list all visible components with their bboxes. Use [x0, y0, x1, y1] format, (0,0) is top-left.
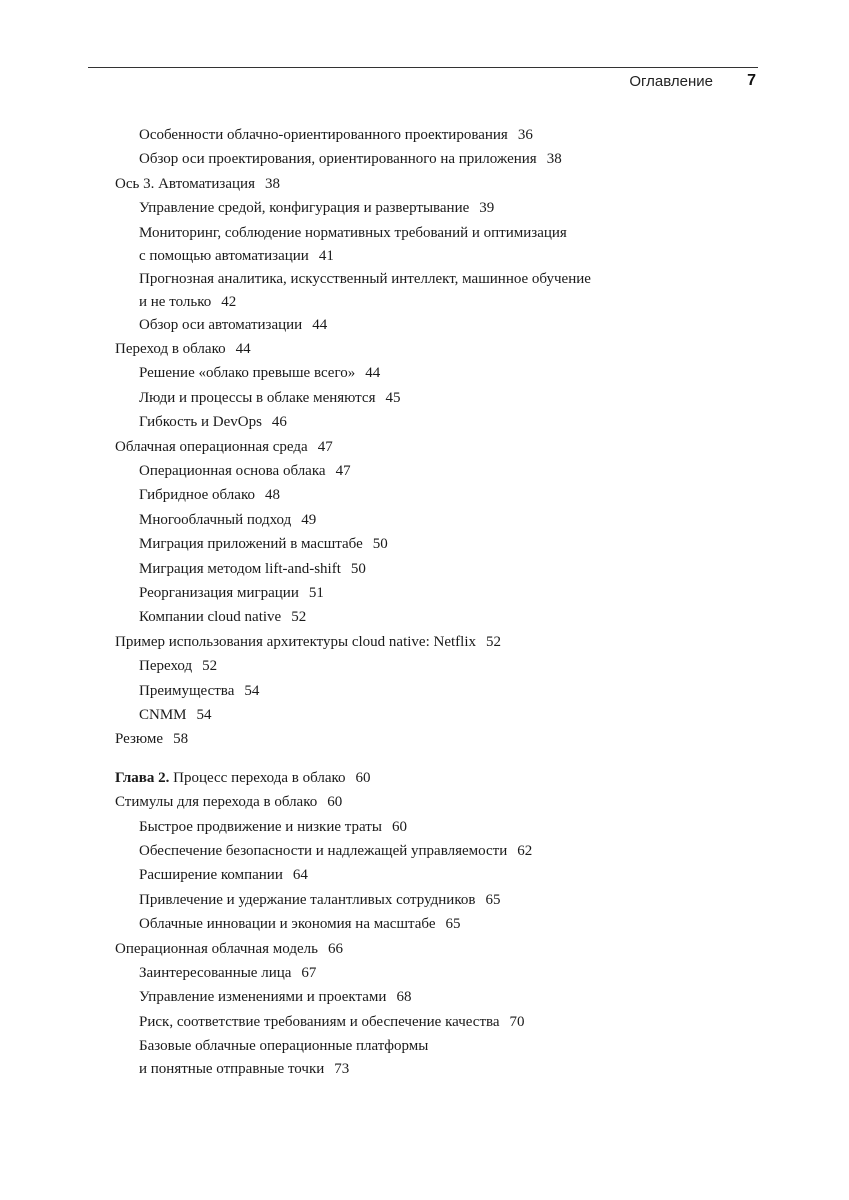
toc-page-number: 36	[517, 127, 533, 143]
toc-entry-title: Реорганизация миграции	[139, 585, 299, 601]
toc-page-number: 45	[385, 389, 401, 406]
toc-page-number: 60	[327, 794, 343, 811]
toc-entry-title: Решение «облако превыше всего»	[139, 365, 356, 382]
toc-page-number: 51	[308, 585, 324, 601]
toc-page-number: 52	[202, 658, 218, 675]
toc-entry-title: Обеспечение безопасности и надлежащей управляемости	[139, 843, 508, 859]
toc-page-number: 48	[264, 487, 280, 504]
toc-entry-title: Обзор оси автоматизации	[139, 316, 303, 333]
toc-page-number: 67	[301, 965, 317, 981]
toc-entry-title: Многооблачный подход	[139, 511, 292, 528]
running-header-title: Оглавление	[629, 73, 713, 90]
toc-entry-title: Гибридное облако	[139, 487, 255, 504]
toc-page-number: 54	[244, 682, 260, 699]
toc-page-number: 39	[479, 200, 495, 217]
toc-page-number: 64	[292, 867, 308, 884]
header-rule	[88, 67, 758, 68]
toc-page-number: 38	[546, 151, 562, 168]
toc-page-number: 65	[445, 916, 461, 933]
toc-page-number: 41	[318, 247, 334, 264]
toc-page-number: 62	[517, 843, 533, 859]
toc-entry-title: и понятные отправные точки	[139, 1061, 325, 1078]
toc-entry-title: Люди и процессы в облаке меняются	[139, 389, 376, 406]
toc-page-number: 54	[196, 707, 212, 723]
toc-entry-title: Пример использования архитектуры cloud native: Netflix	[115, 633, 476, 650]
chapter-label: Глава 2.	[115, 769, 170, 786]
toc-page-number: 44	[235, 341, 251, 357]
toc-entry-title: Ось 3. Автоматизация	[115, 175, 255, 192]
toc-page-number: 60	[391, 818, 407, 835]
toc-entry-title: Быстрое продвижение и низкие траты	[139, 818, 382, 835]
toc-entry-title: Обзор оси проектирования, ориентированного на приложения	[139, 151, 537, 168]
toc-entry-title: и не только	[139, 293, 212, 310]
toc-entry-title: с помощью автоматизации	[139, 247, 309, 264]
toc-entry-title: Переход в облако	[115, 341, 226, 357]
toc-entry-title: Гибкость и DevOps	[139, 414, 262, 431]
toc-page-number: 46	[271, 414, 287, 431]
toc-page-number: 50	[372, 536, 388, 553]
toc-entry-title: Компании cloud native	[139, 609, 282, 626]
toc-page-number: 60	[355, 769, 371, 786]
toc-page-number: 52	[291, 609, 307, 626]
toc-entry-title: Заинтересованные лица	[139, 965, 292, 981]
toc-entry-title: Процесс перехода в облако	[173, 769, 346, 786]
toc-page-number: 58	[173, 731, 189, 748]
toc-page-number: 68	[396, 989, 412, 1006]
toc-entry-title: Расширение компании	[139, 867, 283, 884]
toc-entry-title: Управление изменениями и проектами	[139, 989, 387, 1006]
toc-page-number: 49	[301, 511, 317, 528]
toc-entry-title: CNMM	[139, 707, 187, 723]
toc-entry-title: Облачная операционная среда	[115, 438, 308, 455]
toc-page-number: 50	[350, 560, 366, 577]
toc-entry-title: Переход	[139, 658, 193, 675]
toc-entry-title: Облачные инновации и экономия на масштабе	[139, 916, 436, 933]
toc-entry-title: Особенности облачно-ориентированного проектирования	[139, 127, 508, 143]
toc-page-number: 66	[327, 940, 343, 957]
toc-entry-title: Операционная облачная модель	[115, 940, 318, 957]
toc-page-number: 38	[264, 175, 280, 192]
toc-page-number: 65	[485, 891, 501, 908]
toc-page-number: 47	[335, 463, 351, 479]
toc-page-number: 42	[221, 293, 237, 310]
toc-page-number: 44	[312, 316, 328, 333]
toc-entry-title: Операционная основа облака	[139, 463, 326, 479]
toc-page-number: 73	[334, 1061, 350, 1078]
toc-page-number: 70	[509, 1013, 525, 1030]
toc-entry-title: Преимущества	[139, 682, 235, 699]
toc-entry-title: Миграция методом lift-and-shift	[139, 560, 341, 577]
toc-entry-title: Стимулы для перехода в облако	[115, 794, 318, 811]
page-number: 7	[747, 72, 756, 89]
toc-entry-title: Привлечение и удержание талантливых сотрудников	[139, 891, 476, 908]
toc-entry-title: Миграция приложений в масштабе	[139, 536, 363, 553]
toc-page-number: 47	[317, 438, 333, 455]
toc-page-number: 52	[486, 633, 501, 650]
toc-entry-title: Управление средой, конфигурация и развертывание	[139, 200, 470, 217]
toc-entry-title: Риск, соответствие требованиям и обеспечение качества	[139, 1013, 500, 1030]
toc-page-number: 44	[365, 365, 381, 382]
toc-entry-title: Резюме	[115, 731, 164, 748]
